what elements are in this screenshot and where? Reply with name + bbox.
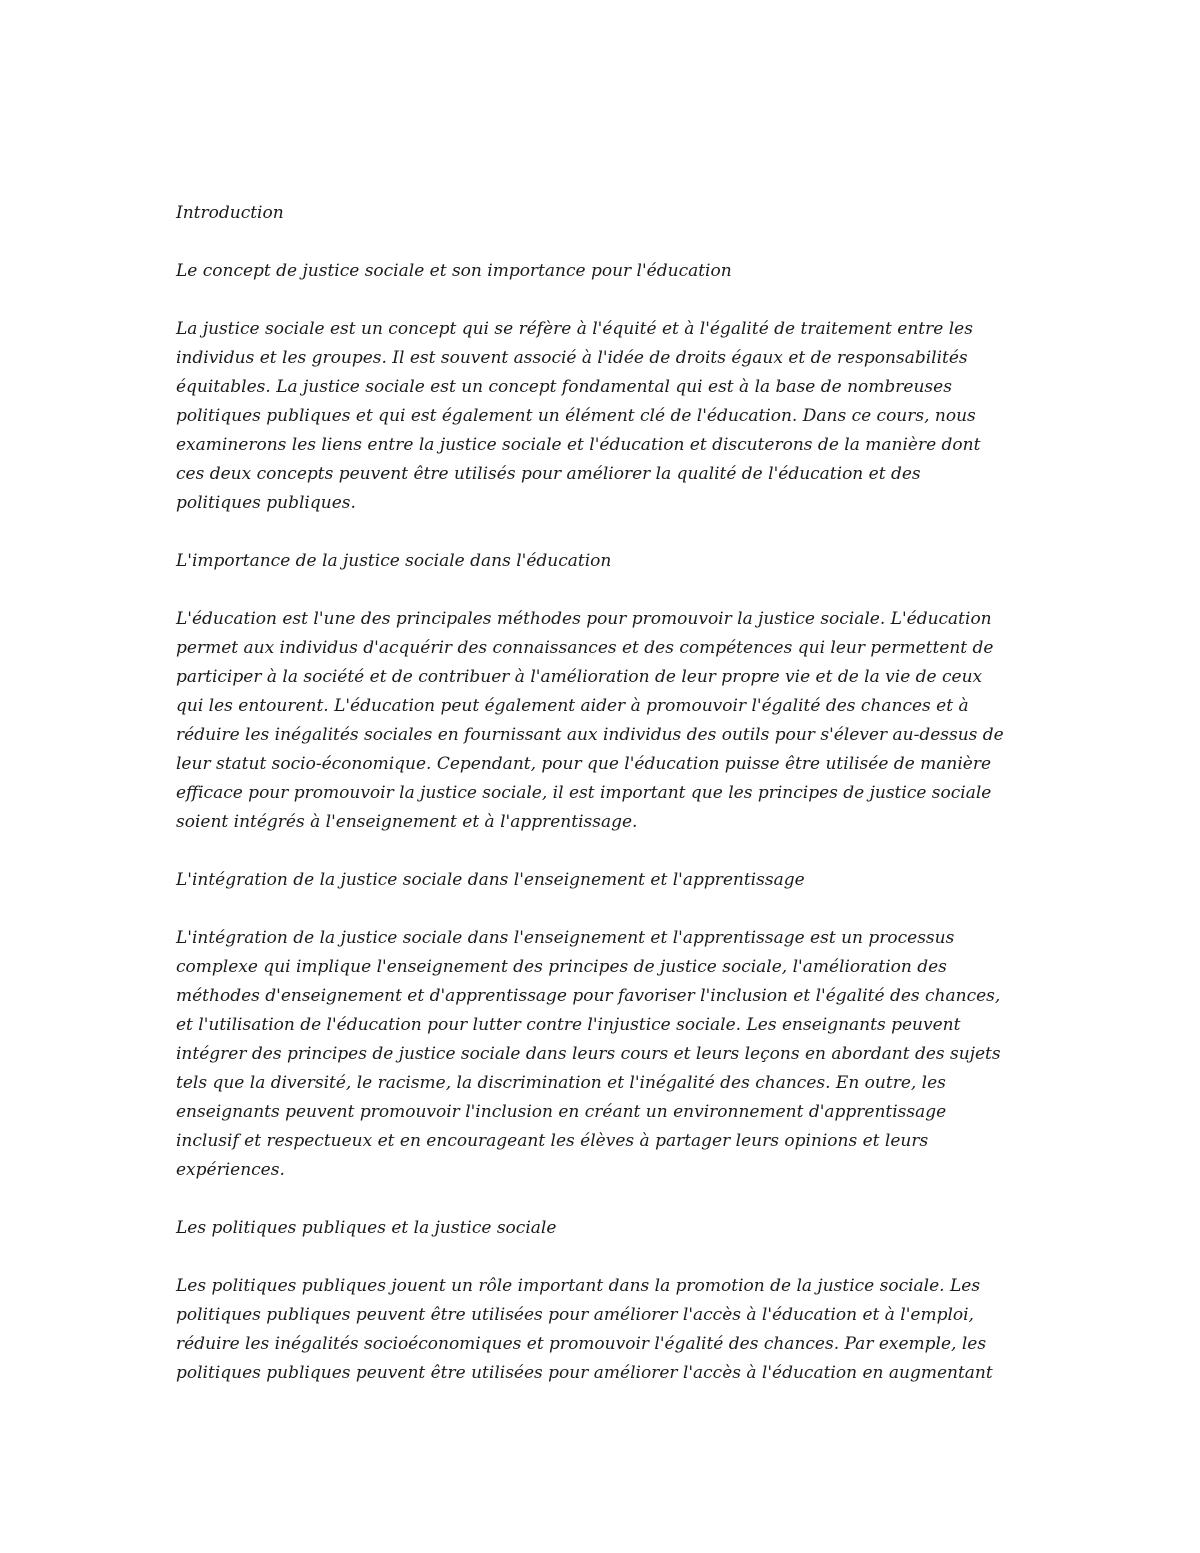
text-line: qui les entourent. L'éducation peut également aider à promouvoir l'égalité des chances et à [176,696,969,716]
text-line: équitables. La justice sociale est un concept fondamental qui est à la base de nombreuses [176,377,952,397]
text-line: réduire les inégalités socioéconomiques et promouvoir l'égalité des chances. Par exemple, les [176,1334,987,1354]
text-line: ces deux concepts peuvent être utilisés pour améliorer la qualité de l'éducation et des [176,464,921,484]
text-line: réduire les inégalités sociales en fournissant aux individus des outils pour s'élever au-dessus de [176,725,1004,745]
text-line: examinerons les liens entre la justice sociale et l'éducation et discuterons de la manière dont [176,435,981,455]
text-line: tels que la diversité, le racisme, la discrimination et l'inégalité des chances. En outre, les [176,1073,946,1093]
document-body [176,199,1026,1417]
text-line: L'éducation est l'une des principales méthodes pour promouvoir la justice sociale. L'éducation [176,609,992,629]
section-heading: Les politiques publiques et la justice sociale [176,1218,557,1238]
text-line: inclusif et respectueux et en encourageant les élèves à partager leurs opinions et leurs [176,1131,929,1151]
paragraph [176,315,1026,518]
section-heading: Le concept de justice sociale et son importance pour l'éducation [176,261,732,281]
text-line: complexe qui implique l'enseignement des principes de justice sociale, l'amélioration des [176,957,947,977]
section-heading: L'importance de la justice sociale dans l'éducation [176,551,612,571]
paragraph [176,1272,1026,1388]
text-line: permet aux individus d'acquérir des connaissances et des compétences qui leur permettent de [176,638,994,658]
text-line: enseignants peuvent promouvoir l'inclusion en créant un environnement d'apprentissage [176,1102,947,1122]
text-line: leur statut socio-économique. Cependant, pour que l'éducation puisse être utilisée de manière [176,754,992,774]
text-line: politiques publiques peuvent être utilisées pour améliorer l'accès à l'éducation en augmentant [176,1363,993,1383]
text-line: politiques publiques peuvent être utilisées pour améliorer l'accès à l'éducation et à l'emploi, [176,1305,974,1325]
text-line: politiques publiques et qui est également un élément clé de l'éducation. Dans ce cours, nous [176,406,976,426]
paragraph [176,924,1026,1185]
text-line: La justice sociale est un concept qui se réfère à l'équité et à l'égalité de traitement entre les [176,319,973,339]
paragraph [176,605,1026,837]
text-line: et l'utilisation de l'éducation pour lutter contre l'injustice sociale. Les enseignants peuvent [176,1015,961,1035]
text-line: intégrer des principes de justice sociale dans leurs cours et leurs leçons en abordant des sujets [176,1044,1001,1064]
text-line: Les politiques publiques jouent un rôle important dans la promotion de la justice sociale. Les [176,1276,981,1296]
text-line: individus et les groupes. Il est souvent associé à l'idée de droits égaux et de responsabilités [176,348,968,368]
text-line: efficace pour promouvoir la justice sociale, il est important que les principes de justice sociale [176,783,992,803]
text-line: participer à la société et de contribuer à l'amélioration de leur propre vie et de la vie de ceux [176,667,983,687]
text-line: méthodes d'enseignement et d'apprentissage pour favoriser l'inclusion et l'égalité des chances, [176,986,1001,1006]
document-title: Introduction [176,203,284,223]
text-line: soient intégrés à l'enseignement et à l'apprentissage. [176,812,638,832]
text-line: politiques publiques. [176,493,356,513]
text-line: expériences. [176,1160,285,1180]
section-heading: L'intégration de la justice sociale dans l'enseignement et l'apprentissage [176,870,805,890]
text-line: L'intégration de la justice sociale dans l'enseignement et l'apprentissage est un processus [176,928,955,948]
